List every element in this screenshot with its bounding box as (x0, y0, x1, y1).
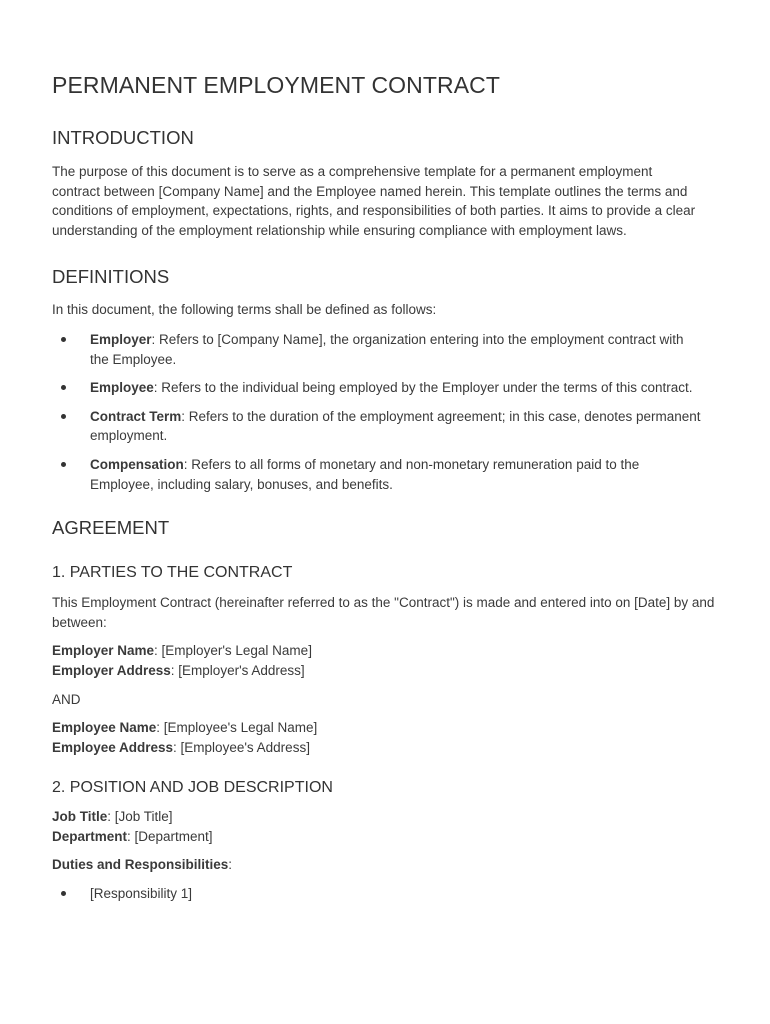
definition-text: : Refers to the duration of the employment agreement; in this case, denotes permanent employment. (90, 408, 701, 444)
duties-label: Duties and Responsibilities (52, 857, 229, 873)
job-title-value: : [Job Title] (107, 809, 173, 825)
bullet-icon (61, 891, 66, 896)
employee-address-line (52, 738, 718, 758)
employer-block (52, 641, 718, 680)
definitions-list (52, 330, 702, 494)
parties-intro: This Employment Contract (hereinafter referred to as the "Contract") is made and entered into on [Date] by and between: (52, 595, 715, 630)
definition-term: Contract Term (90, 408, 182, 424)
employee-address-label: Employee Address (52, 739, 174, 755)
bullet-icon (61, 414, 66, 419)
duties-line (52, 855, 718, 875)
definition-item (52, 407, 702, 446)
document-title: PERMANENT EMPLOYMENT CONTRACT (52, 72, 501, 98)
definition-item (52, 330, 702, 369)
duty-item (52, 884, 718, 904)
parties-heading: 1. PARTIES TO THE CONTRACT (52, 564, 293, 582)
definition-term: Employee (90, 380, 154, 396)
introduction-body: The purpose of this document is to serve as a comprehensive template for a permanent employment contract between [Company Name] and the Employee named herein. This template outlines the terms and conditions of employment, expectations, rights, and responsibilities of both parties. It aims to provide a clear understanding of the employment relationship while ensuring compliance with employment laws. (52, 164, 696, 238)
bullet-icon (61, 462, 66, 467)
job-title-line (52, 807, 718, 827)
position-heading: 2. POSITION AND JOB DESCRIPTION (52, 779, 333, 797)
employee-block (52, 718, 718, 757)
definition-item (52, 455, 702, 494)
department-label: Department (52, 828, 128, 844)
definition-term: Employer (90, 331, 152, 347)
employer-name-line (52, 641, 718, 661)
bullet-icon (61, 337, 66, 342)
bullet-icon (61, 385, 66, 390)
employer-address-value: : [Employer's Address] (170, 662, 305, 678)
duties-list (52, 884, 718, 904)
department-value: : [Department] (127, 828, 213, 844)
position-block (52, 807, 718, 846)
definition-text: : Refers to the individual being employed by the Employer under the terms of this contract. (153, 380, 693, 396)
definition-text: : Refers to all forms of monetary and non-monetary remuneration paid to the Employee, including salary, bonuses, and benefits. (90, 456, 640, 492)
employee-address-value: : [Employee's Address] (173, 739, 310, 755)
introduction-heading: INTRODUCTION (52, 127, 194, 148)
definitions-intro: In this document, the following terms shall be defined as follows: (52, 302, 437, 318)
duty-text: [Responsibility 1] (90, 886, 193, 902)
employee-name-line (52, 718, 718, 738)
and-separator: AND (52, 691, 81, 707)
employer-name-value: : [Employer's Legal Name] (154, 643, 312, 659)
definition-text: : Refers to [Company Name], the organization entering into the employment contract with the Employee. (90, 331, 684, 367)
definition-term: Compensation (90, 456, 184, 472)
duties-suffix: : (228, 857, 233, 873)
job-title-label: Job Title (52, 809, 108, 825)
definition-item (52, 378, 702, 398)
department-line (52, 827, 718, 847)
employee-name-label: Employee Name (52, 720, 157, 736)
employer-name-label: Employer Name (52, 643, 155, 659)
definitions-heading: DEFINITIONS (52, 266, 170, 288)
employer-address-label: Employer Address (52, 662, 171, 678)
agreement-heading: AGREEMENT (52, 517, 170, 539)
employee-name-value: : [Employee's Legal Name] (156, 720, 318, 736)
employer-address-line (52, 661, 718, 681)
